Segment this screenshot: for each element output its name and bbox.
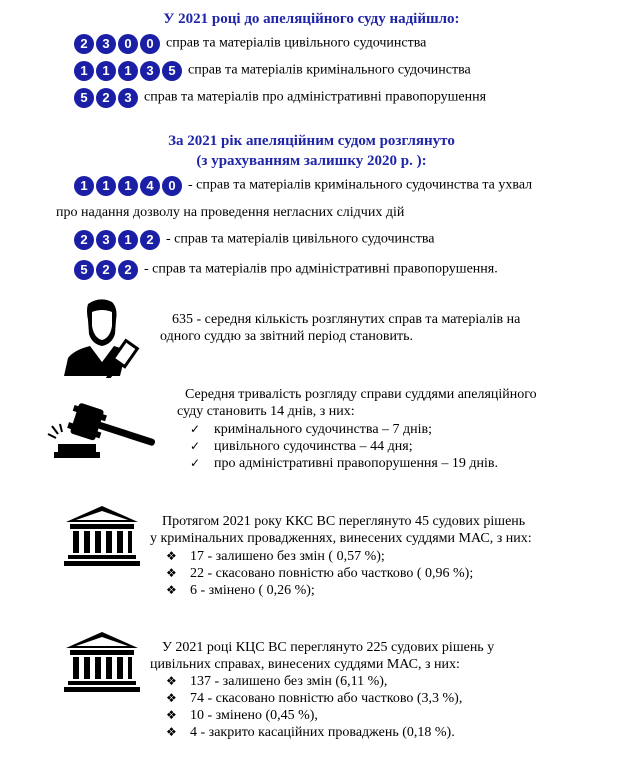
judge-icon — [60, 296, 145, 378]
number-badges — [74, 61, 182, 81]
judge-line-2: одного суддю за звітний період становить. — [160, 328, 413, 344]
considered-admin-row — [74, 260, 498, 280]
digit-badge: 1 — [96, 61, 116, 81]
duration-list — [190, 421, 498, 472]
digit-badge: 5 — [74, 88, 94, 108]
digit-badge: 3 — [118, 88, 138, 108]
list-item: ✓ кримінального судочинства – 7 днів; — [190, 422, 433, 437]
received-civil-row — [74, 34, 426, 54]
considered-civil-row — [74, 230, 435, 250]
digit-badge: 3 — [140, 61, 160, 81]
row-text: - справ та матеріалів про адміністративні правопорушення. — [144, 261, 498, 277]
diamond-bullet-icon: ❖ — [166, 549, 177, 563]
judge-line-1: 635 - середня кількість розглянутих справ та матеріалів на — [172, 312, 521, 327]
number-badges — [74, 34, 160, 54]
kks-list — [166, 548, 473, 599]
check-icon: ✓ — [190, 422, 201, 436]
diamond-bullet-icon: ❖ — [166, 691, 177, 705]
kcs-line-1: У 2021 році КЦС ВС переглянуто 225 судових рішень у — [162, 640, 495, 655]
considered-criminal-row — [74, 176, 532, 196]
kks-line-2: у кримінальних провадженнях, винесених суддями МАС, з них: — [150, 530, 532, 546]
received-criminal-row — [74, 61, 471, 81]
digit-badge: 5 — [74, 260, 94, 280]
list-item: ✓ про адміністративні правопорушення – 19 днів. — [190, 456, 498, 471]
digit-badge: 1 — [118, 230, 138, 250]
number-badges — [74, 230, 160, 250]
digit-badge: 2 — [74, 34, 94, 54]
list-item: ❖ 6 - змінено ( 0,26 %); — [166, 583, 315, 598]
diamond-bullet-icon: ❖ — [166, 725, 177, 739]
digit-badge: 0 — [140, 34, 160, 54]
digit-badge: 1 — [74, 61, 94, 81]
diamond-bullet-icon: ❖ — [166, 583, 177, 597]
digit-badge: 4 — [140, 176, 160, 196]
row-text: - справ та матеріалів кримінального судочинства та ухвал — [188, 177, 533, 193]
heading-considered-sub: (з урахуванням залишку 2020 р. ): — [196, 153, 427, 169]
duration-line-1: Середня тривалість розгляду справи суддями апеляційного — [185, 387, 537, 402]
list-item: ❖ 74 - скасовано повністю або частково (3,3 %), — [166, 691, 463, 706]
courthouse-icon — [62, 504, 142, 566]
duration-text — [177, 387, 595, 421]
digit-badge: 2 — [96, 260, 116, 280]
digit-badge: 3 — [96, 34, 116, 54]
digit-badge: 2 — [118, 260, 138, 280]
number-badges — [74, 260, 138, 280]
number-badges — [74, 176, 182, 196]
list-item: ❖ 4 - закрито касаційних проваджень (0,18 %). — [166, 725, 455, 740]
digit-badge: 2 — [140, 230, 160, 250]
heading-considered: За 2021 рік апеляційним судом розглянуто — [168, 133, 455, 149]
row-text: справ та матеріалів цивільного судочинства — [166, 35, 427, 51]
digit-badge: 5 — [162, 61, 182, 81]
digit-badge: 1 — [96, 176, 116, 196]
list-item: ✓ цивільного судочинства – 44 дня; — [190, 439, 413, 454]
duration-line-2: суду становить 14 днів, з них: — [177, 403, 355, 419]
courthouse-icon — [62, 630, 142, 692]
kks-text — [150, 514, 610, 548]
digit-badge: 0 — [162, 176, 182, 196]
number-badges — [74, 88, 138, 108]
gavel-icon — [44, 400, 164, 464]
list-item: ❖ 137 - залишено без змін (6,11 %), — [166, 674, 388, 689]
heading-received: У 2021 році до апеляційного суду надійшло: — [163, 11, 460, 27]
list-item: ❖ 10 - змінено (0,45 %), — [166, 708, 318, 723]
judge-text — [160, 312, 580, 346]
list-item: ❖ 22 - скасовано повністю або частково ( 0,96 %); — [166, 566, 474, 581]
digit-badge: 0 — [118, 34, 138, 54]
row-text: справ та матеріалів кримінального судочинства — [188, 62, 471, 78]
row-text: - справ та матеріалів цивільного судочинства — [166, 231, 435, 247]
check-icon: ✓ — [190, 439, 201, 453]
kcs-line-2: цивільних справах, винесених суддями МАС, з них: — [150, 656, 460, 672]
received-admin-row — [74, 88, 486, 108]
digit-badge: 2 — [74, 230, 94, 250]
diamond-bullet-icon: ❖ — [166, 674, 177, 688]
diamond-bullet-icon: ❖ — [166, 708, 177, 722]
digit-badge: 2 — [96, 88, 116, 108]
kks-line-1: Протягом 2021 року ККС ВС переглянуто 45 судових рішень — [162, 514, 526, 529]
digit-badge: 3 — [96, 230, 116, 250]
digit-badge: 1 — [118, 176, 138, 196]
kcs-list — [166, 673, 462, 741]
digit-badge: 1 — [74, 176, 94, 196]
kcs-text — [150, 640, 610, 674]
check-icon: ✓ — [190, 456, 201, 470]
diamond-bullet-icon: ❖ — [166, 566, 177, 580]
considered-criminal-row-cont: про надання дозволу на проведення негласних слідчих дій — [56, 205, 405, 220]
row-text: справ та матеріалів про адміністративні правопорушення — [144, 89, 487, 105]
list-item: ❖ 17 - залишено без змін ( 0,57 %); — [166, 549, 385, 564]
digit-badge: 1 — [118, 61, 138, 81]
